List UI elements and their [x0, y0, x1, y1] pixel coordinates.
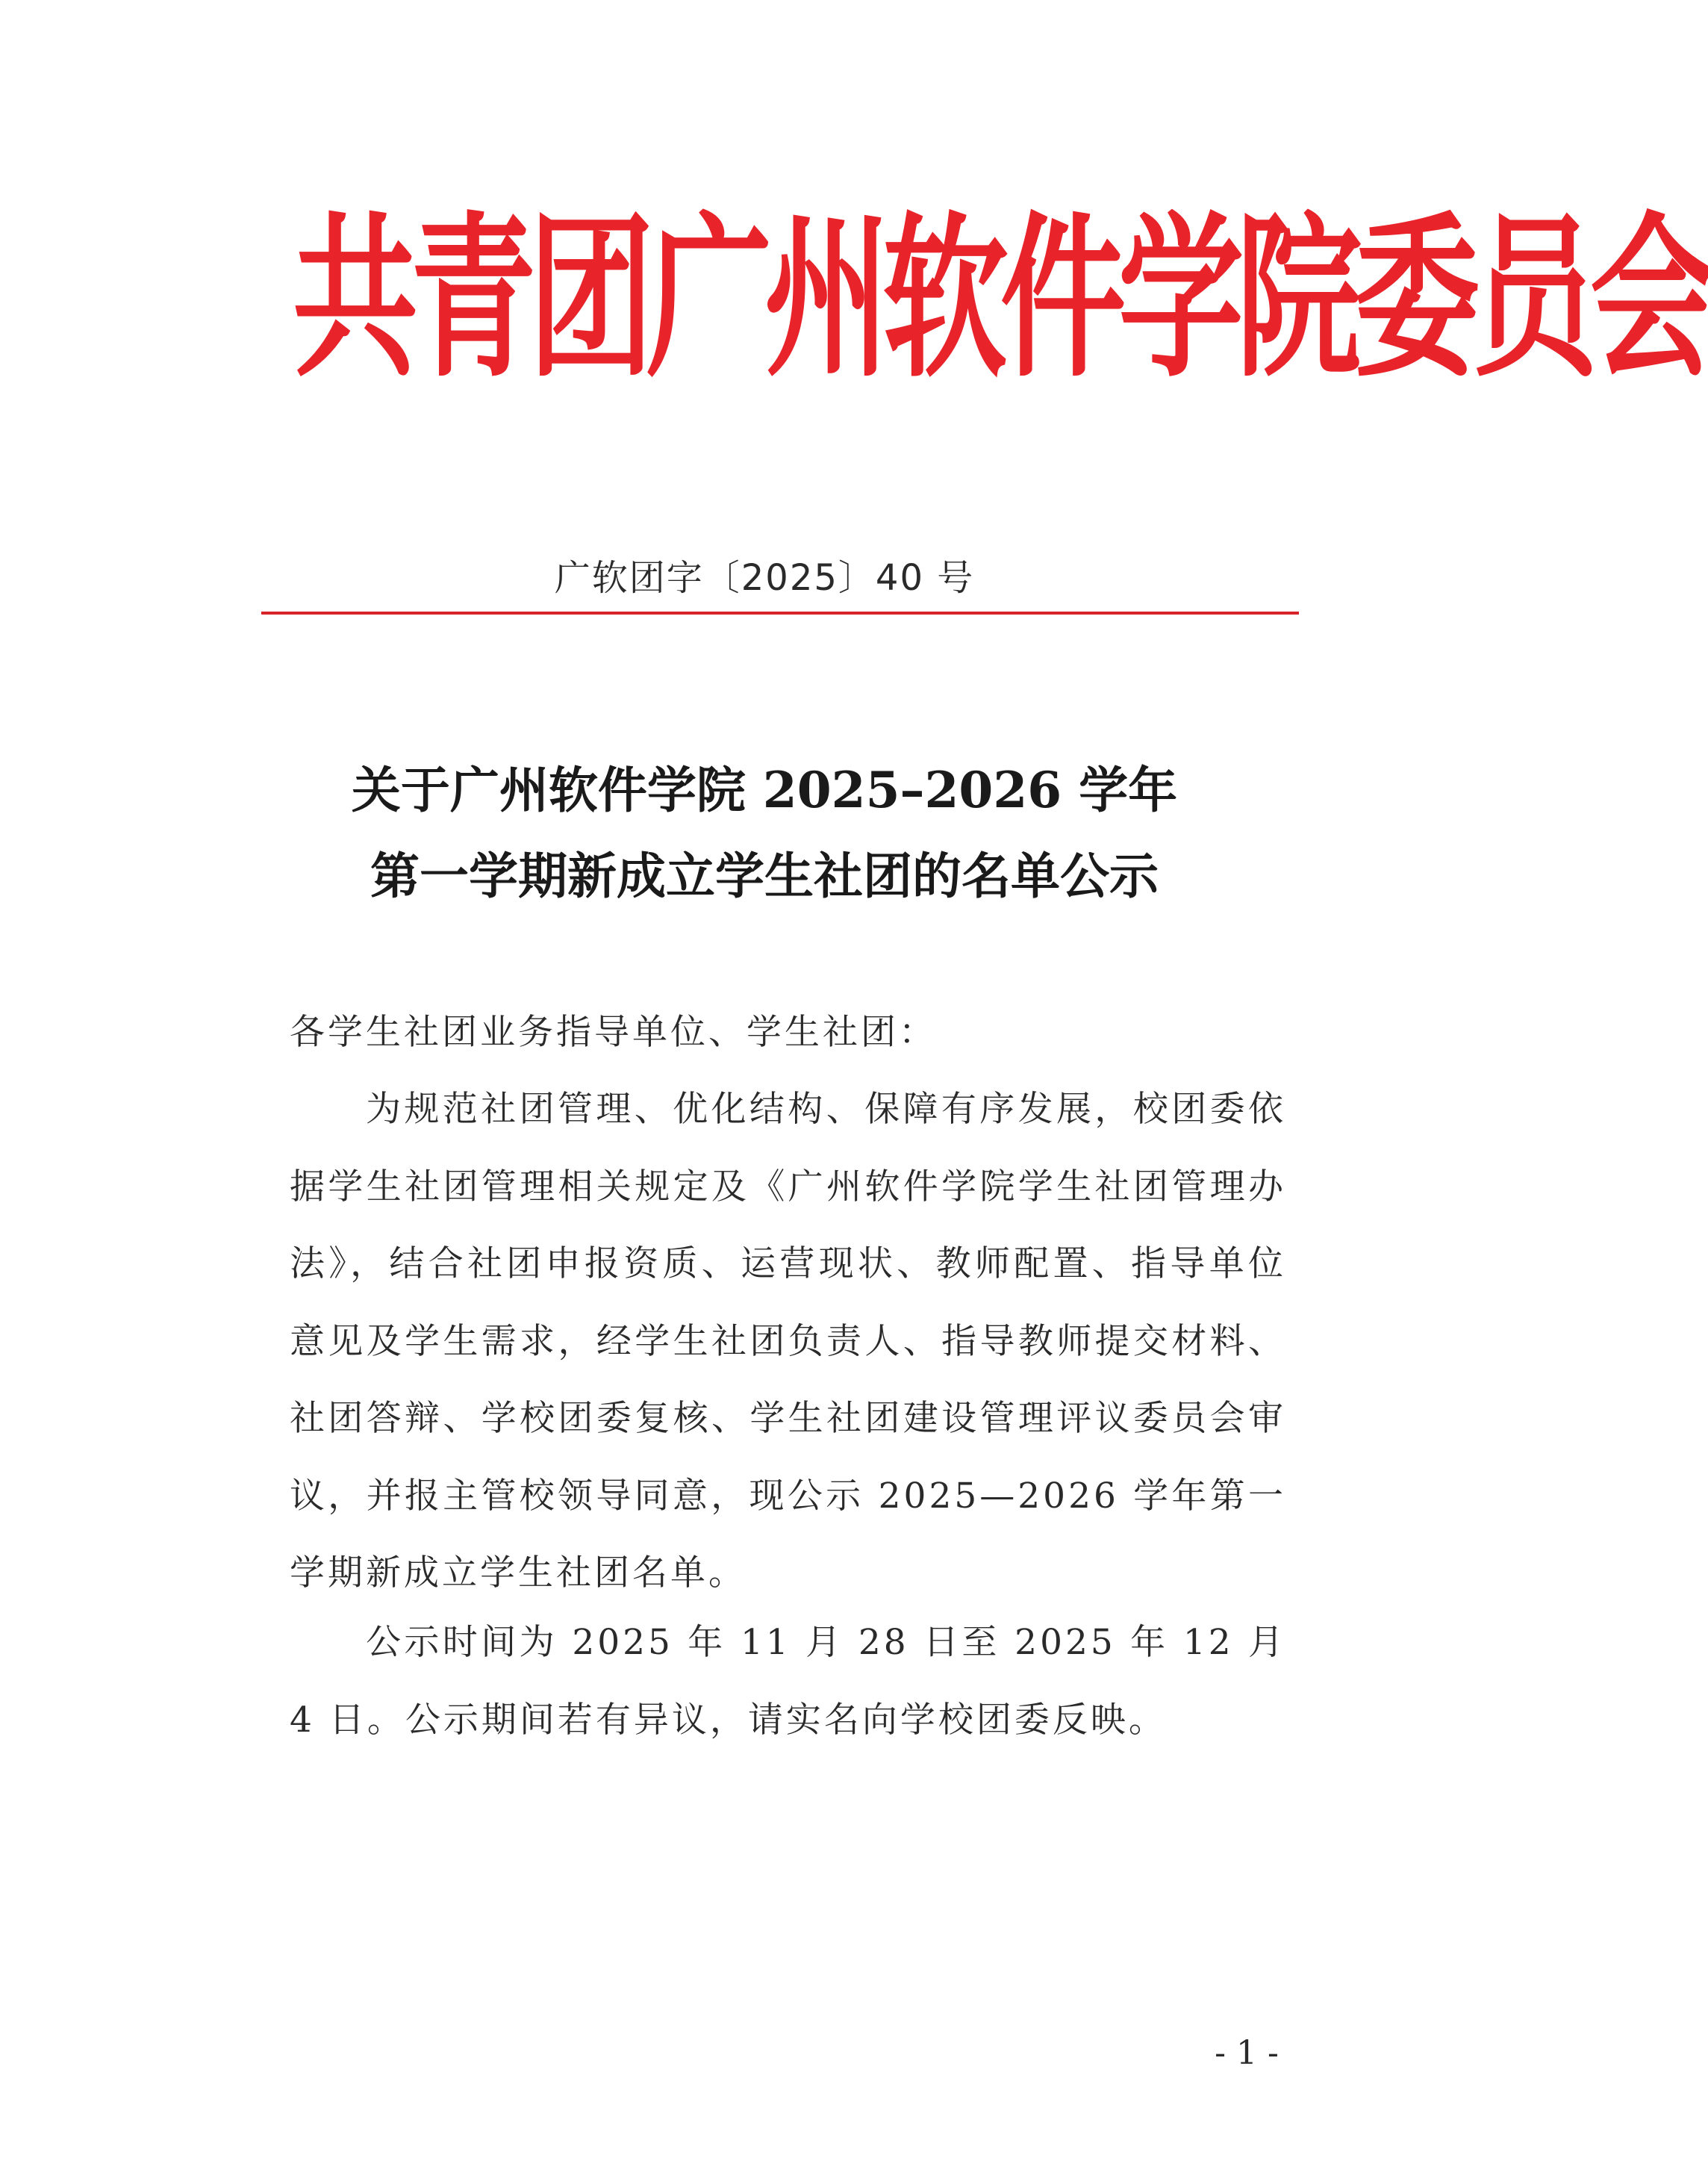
organization-header: 共青团广州软件学院委员会 — [293, 196, 1708, 402]
document-title-line-2: 第一学期新成立学生社团的名单公示 — [370, 847, 1159, 905]
document-number: 广软团字〔2025〕40 号 — [554, 557, 975, 599]
header-divider — [261, 612, 1299, 615]
body-paragraph-2: 公示时间为 2025 年 11 月 28 日至 2025 年 12 月 4 日。公示期间若有异议，请实名向学校团委反映。 — [290, 1622, 1286, 1741]
document-title-line-1: 关于广州软件学院 2025–2026 学年 — [351, 761, 1178, 819]
salutation: 各学生社团业务指导单位、学生社团： — [290, 1012, 937, 1053]
body-paragraph-1: 为规范社团管理、优化结构、保障有序发展，校团委依据学生社团管理相关规定及《广州软件学院学生社团管理办法》，结合社团申报资质、运营现状、教师配置、指导单位意见及学生需求，经学生社团负责人、指导教师提交材料、社团答辩、学校团委复核、学生社团建设管理评议委员会审议，并报主管校领导同意，现公示 2025—2026 学年第一学期新成立学生社团名单。 — [290, 1089, 1286, 1594]
page-number: - 1 - — [1215, 2034, 1279, 2072]
